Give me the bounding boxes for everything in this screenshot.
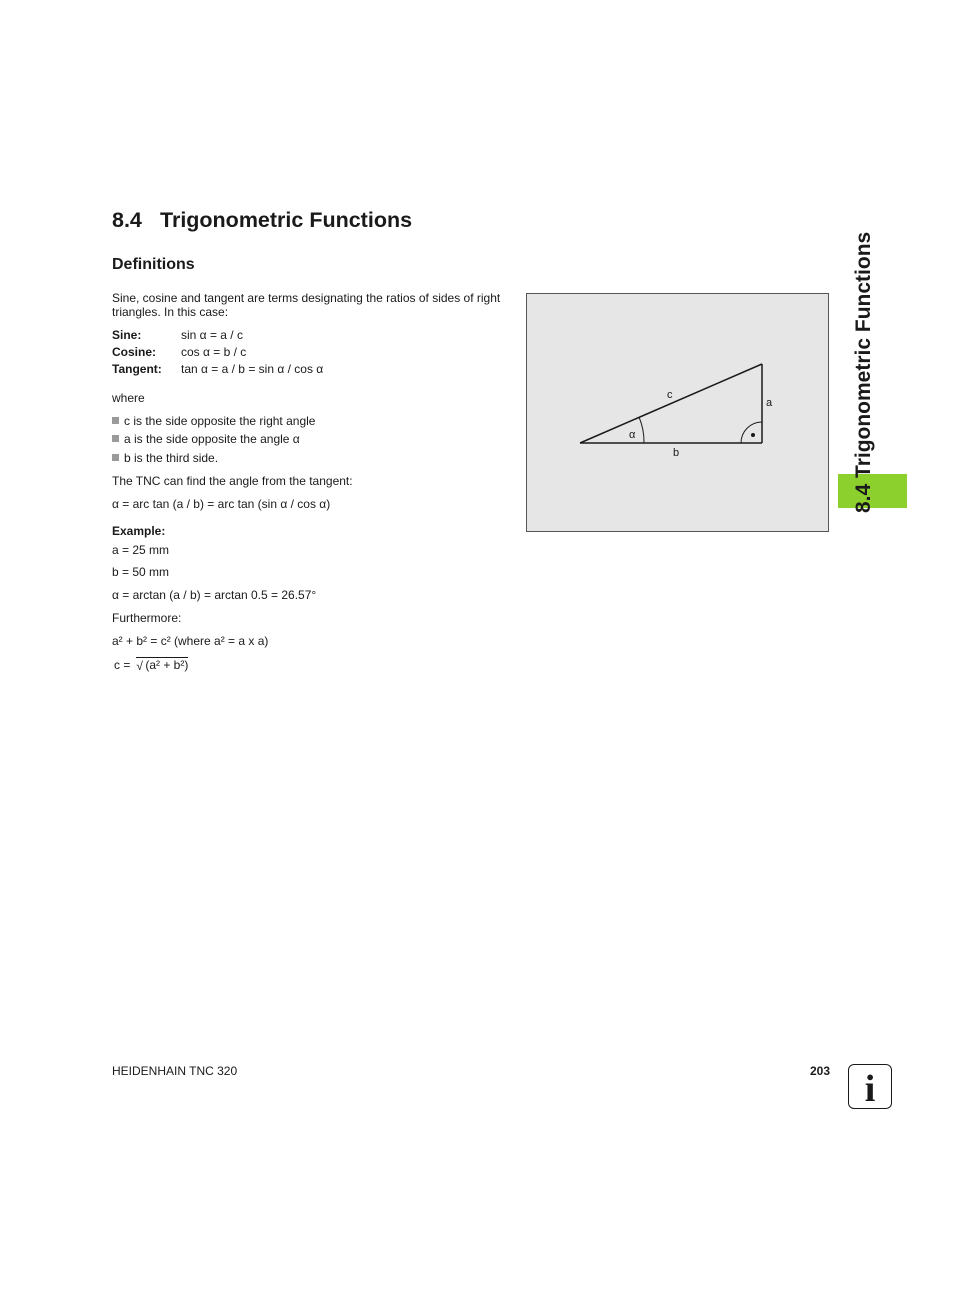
definition-formula: tan α = a / b = sin α / cos α (181, 362, 324, 376)
sqrt-lhs: c = (114, 658, 131, 672)
definition-term: Sine: (112, 328, 142, 342)
list-item-text: c is the side opposite the right angle (124, 414, 316, 428)
label-a: a (766, 397, 773, 409)
list-item (112, 414, 315, 428)
tangent-note: The TNC can find the angle from the tangent: (112, 474, 353, 488)
list-item-text: b is the third side. (124, 451, 219, 465)
definition-sine (112, 328, 243, 342)
list-item (112, 451, 218, 465)
section-title: Trigonometric Functions (160, 208, 413, 232)
list-item (112, 432, 300, 446)
example-line: b = 50 mm (112, 565, 170, 579)
definition-tangent (112, 362, 323, 376)
where-label: where (112, 391, 145, 405)
label-c: c (667, 389, 673, 401)
definition-formula: sin α = a / c (181, 328, 243, 342)
definition-term: Cosine: (112, 345, 157, 359)
side-chapter-title: 8.4 Trigonometric Functions (852, 231, 875, 513)
page-number: 203 (809, 1064, 830, 1078)
intro-paragraph: Sine, cosine and tangent are terms designating the ratios of sides of right triangles. In this case: (112, 291, 501, 319)
triangle-diagram (527, 294, 828, 531)
triangle-figure (526, 293, 829, 532)
tangent-formula: α = arc tan (a / b) = arc tan (sin α / cos α) (112, 497, 331, 511)
bullet-square-icon (112, 417, 119, 424)
definition-formula: cos α = b / c (181, 345, 247, 359)
angle-alpha-arc (639, 417, 644, 443)
sqrt-radical (136, 657, 188, 672)
sqrt-radicand: (a² + b²) (145, 658, 189, 672)
example-line: α = arctan (a / b) = arctan 0.5 = 26.57° (112, 588, 317, 602)
section-heading (112, 208, 412, 233)
subsection-heading: Definitions (112, 256, 195, 273)
side-c-line (580, 364, 762, 443)
right-angle-arc (741, 422, 762, 443)
info-i-icon (849, 1065, 891, 1108)
definition-cosine (112, 345, 246, 359)
label-b: b (673, 447, 680, 459)
info-icon (848, 1064, 892, 1109)
section-number: 8.4 (112, 208, 142, 232)
example-line: Furthermore: (112, 611, 182, 625)
right-angle-dot (751, 433, 755, 437)
example-line: a² + b² = c² (where a² = a x a) (112, 634, 269, 648)
sqrt-formula (114, 657, 188, 672)
bullet-square-icon (112, 435, 119, 442)
footer-manual-title: HEIDENHAIN TNC 320 (112, 1064, 238, 1078)
definition-term: Tangent: (112, 362, 162, 376)
list-item-text: a is the side opposite the angle α (124, 432, 300, 446)
sqrt-icon: √ (136, 659, 143, 673)
example-line: a = 25 mm (112, 543, 170, 557)
example-label: Example: (112, 524, 166, 538)
bullet-square-icon (112, 454, 119, 461)
info-glyph: i (864, 1068, 876, 1108)
label-alpha: α (629, 429, 636, 441)
